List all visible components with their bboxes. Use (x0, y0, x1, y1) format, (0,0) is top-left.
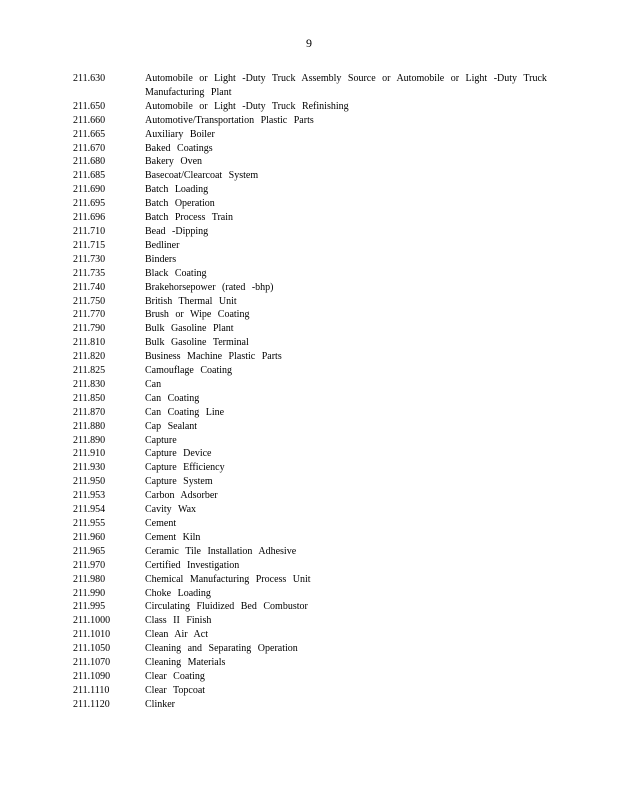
section-number: 211.890 (73, 434, 106, 446)
defined-term: Capture Efficiency (145, 462, 225, 474)
list-item (73, 239, 553, 253)
list-item (73, 475, 553, 489)
section-number: 211.970 (73, 559, 106, 571)
defined-term: Batch Operation (145, 198, 215, 210)
defined-term: Batch Process Train (145, 212, 233, 224)
defined-term: Automobile or Light -Duty Truck Assembly Source or Automobile or Light -Duty Truck Manufacturing Plant (145, 73, 547, 98)
defined-term: Automobile or Light -Duty Truck Refinishing (145, 100, 349, 112)
list-item (73, 489, 553, 503)
list-item (73, 670, 553, 684)
list-item (73, 614, 553, 628)
list-item (73, 642, 553, 656)
section-number: 211.960 (73, 531, 106, 543)
section-number: 211.735 (73, 267, 106, 279)
defined-term: Cement Kiln (145, 531, 201, 543)
defined-term: Cement (145, 518, 177, 529)
section-number: 211.740 (73, 281, 106, 293)
defined-term: Capture Device (145, 448, 212, 460)
defined-term: Cleaning and Separating Operation (145, 643, 298, 655)
list-item (73, 114, 553, 128)
defined-term: Basecoat/Clearcoat System (145, 170, 259, 182)
section-number: 211.995 (73, 601, 106, 613)
list-item (73, 155, 553, 169)
defined-term: Cleaning Materials (145, 657, 226, 669)
section-number: 211.1070 (73, 657, 111, 669)
list-item (73, 322, 553, 336)
list-item (73, 628, 553, 642)
defined-term: Bedliner (145, 239, 180, 251)
list-item (73, 684, 553, 698)
defined-term: Can Coating (145, 392, 200, 404)
list-item (73, 211, 553, 225)
section-number: 211.965 (73, 545, 106, 557)
list-item (73, 225, 553, 239)
section-number: 211.953 (73, 490, 106, 502)
list-item (73, 378, 553, 392)
list-item (73, 197, 553, 211)
defined-term: Bulk Gasoline Terminal (145, 337, 249, 349)
defined-term: Bead -Dipping (145, 225, 209, 237)
defined-term: Baked Coatings (145, 142, 213, 154)
list-item (73, 517, 553, 531)
section-number: 211.955 (73, 518, 106, 529)
defined-term: Capture (145, 434, 177, 446)
defined-term: Can (145, 378, 162, 390)
list-item (73, 434, 553, 448)
list-item (73, 392, 553, 406)
list-item (73, 600, 553, 614)
defined-term: Cap Sealant (145, 420, 198, 432)
section-number: 211.680 (73, 156, 106, 168)
defined-term: Brush or Wipe Coating (145, 309, 250, 321)
list-item (73, 545, 553, 559)
section-number: 211.850 (73, 392, 106, 404)
defined-term: Chemical Manufacturing Process Unit (145, 573, 311, 585)
definition-list (73, 72, 553, 712)
section-number: 211.1000 (73, 615, 111, 627)
defined-term: British Thermal Unit (145, 295, 237, 307)
section-number: 211.930 (73, 462, 106, 474)
section-number: 211.696 (73, 212, 106, 224)
defined-term: Clear Topcoat (145, 684, 206, 696)
section-number: 211.910 (73, 448, 106, 460)
section-number: 211.685 (73, 170, 106, 182)
section-number: 211.980 (73, 573, 106, 585)
defined-term: Clinker (145, 698, 175, 710)
list-item (73, 587, 553, 601)
list-item (73, 253, 553, 267)
section-number: 211.820 (73, 351, 106, 363)
list-item (73, 267, 553, 281)
defined-term: Business Machine Plastic Parts (145, 351, 282, 363)
defined-term: Binders (145, 253, 177, 265)
list-item (73, 656, 553, 670)
section-number: 211.825 (73, 365, 106, 377)
section-number: 211.990 (73, 587, 106, 599)
defined-term: Automotive/Transportation Plastic Parts (145, 114, 314, 126)
section-number: 211.730 (73, 253, 106, 265)
list-item (73, 350, 553, 364)
list-item (73, 573, 553, 587)
list-item (73, 281, 553, 295)
list-item (73, 559, 553, 573)
section-number: 211.810 (73, 337, 106, 349)
section-number: 211.710 (73, 225, 106, 237)
section-number: 211.880 (73, 420, 106, 432)
section-number: 211.950 (73, 476, 106, 488)
section-number: 211.665 (73, 128, 106, 140)
section-number: 211.870 (73, 406, 106, 418)
defined-term: Carbon Adsorber (145, 490, 218, 502)
list-item (73, 447, 553, 461)
section-number: 211.1050 (73, 643, 111, 655)
list-item (73, 183, 553, 197)
page-number: 9 (306, 36, 312, 50)
defined-term: Can Coating Line (145, 406, 225, 418)
list-item (73, 295, 553, 309)
defined-term: Clear Coating (145, 670, 205, 682)
list-item (73, 406, 553, 420)
list-item (73, 142, 553, 156)
defined-term: Capture System (145, 476, 213, 488)
defined-term: Ceramic Tile Installation Adhesive (145, 545, 297, 557)
section-number: 211.1120 (73, 698, 110, 710)
section-number: 211.670 (73, 142, 106, 154)
list-item (73, 420, 553, 434)
section-number: 211.954 (73, 504, 106, 516)
defined-term: Choke Loading (145, 587, 211, 599)
section-number: 211.695 (73, 198, 106, 210)
defined-term: Class II Finish (145, 615, 212, 627)
list-item (73, 336, 553, 350)
defined-term: Bulk Gasoline Plant (145, 323, 234, 335)
list-item (73, 364, 553, 378)
list-item (73, 698, 553, 712)
list-item (73, 72, 553, 100)
list-item (73, 169, 553, 183)
defined-term: Brakehorsepower (rated -bhp) (145, 281, 274, 293)
section-number: 211.1010 (73, 629, 111, 641)
defined-term: Bakery Oven (145, 156, 203, 168)
list-item (73, 128, 553, 142)
list-item (73, 100, 553, 114)
section-number: 211.630 (73, 73, 106, 84)
section-number: 211.690 (73, 184, 106, 196)
section-number: 211.770 (73, 309, 106, 321)
defined-term: Camouflage Coating (145, 365, 233, 377)
defined-term: Certified Investigation (145, 559, 240, 571)
defined-term: Cavity Wax (145, 504, 197, 516)
section-number: 211.715 (73, 239, 106, 251)
defined-term: Clean Air Act (145, 629, 208, 641)
defined-term: Auxiliary Boiler (145, 128, 215, 140)
section-number: 211.750 (73, 295, 106, 307)
defined-term: Black Coating (145, 267, 207, 279)
section-number: 211.650 (73, 100, 106, 112)
section-number: 211.1090 (73, 670, 111, 682)
list-item (73, 308, 553, 322)
section-number: 211.660 (73, 114, 106, 126)
list-item (73, 461, 553, 475)
list-item (73, 503, 553, 517)
section-number: 211.790 (73, 323, 106, 335)
section-number: 211.830 (73, 378, 106, 390)
defined-term: Batch Loading (145, 184, 209, 196)
defined-term: Circulating Fluidized Bed Combustor (145, 601, 308, 613)
list-item (73, 531, 553, 545)
section-number: 211.1110 (73, 684, 110, 696)
